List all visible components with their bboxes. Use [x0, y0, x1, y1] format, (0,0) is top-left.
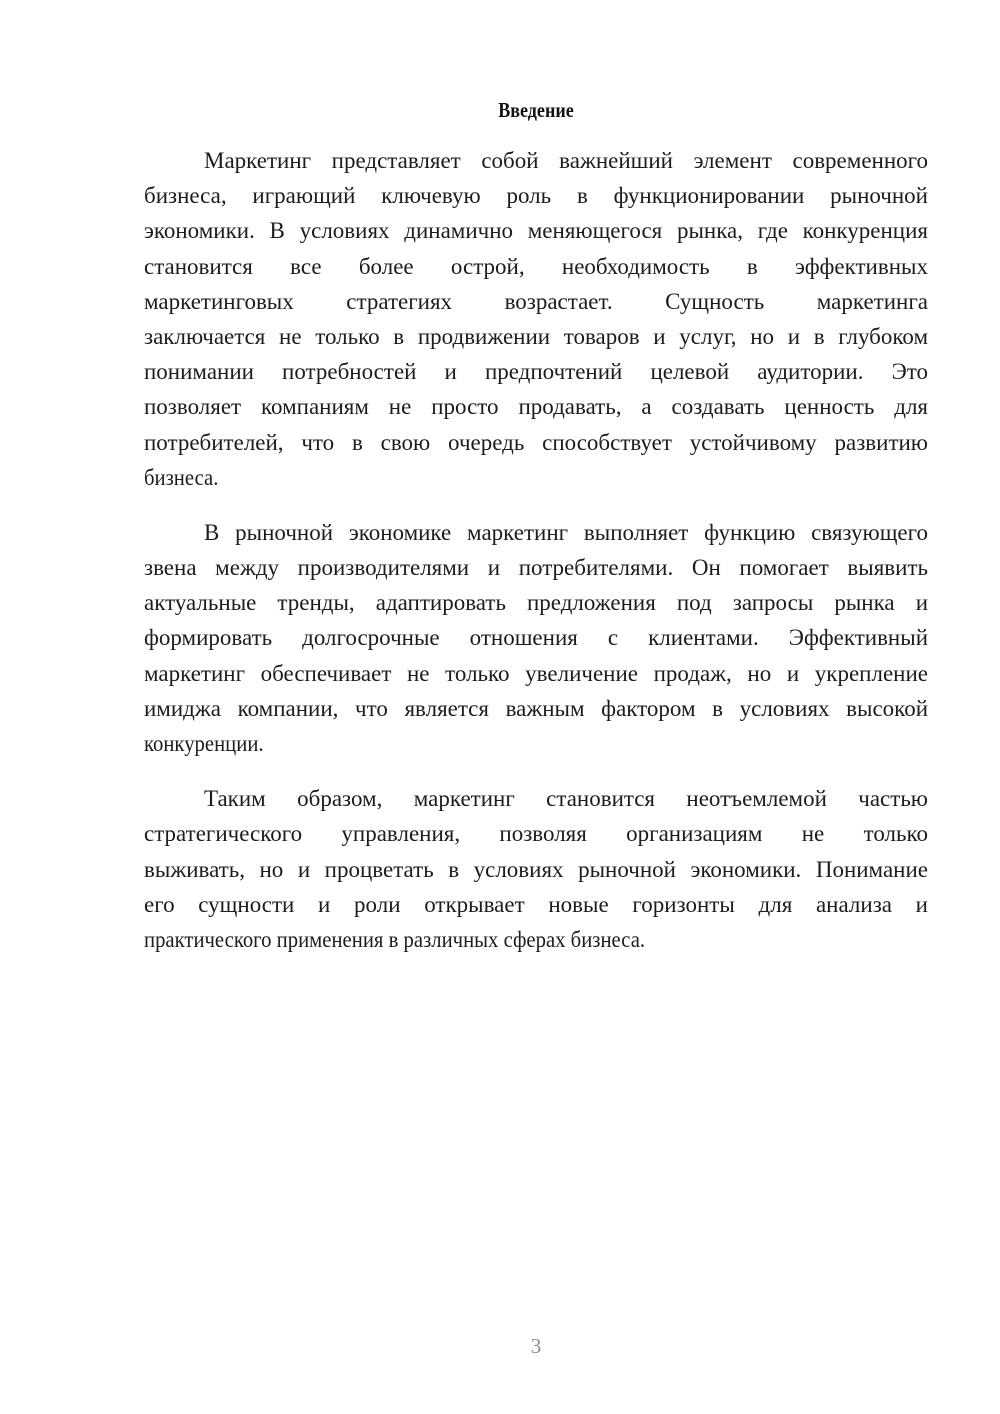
paragraph-line: звена между производителями и потребителями. Он помогает выявить	[144, 555, 928, 581]
paragraph-line: конкуренции.	[144, 731, 264, 756]
paragraph-line: Маркетинг представляет собой важнейший элемент современного	[204, 148, 928, 173]
paragraph-line: практического применения в различных сферах бизнеса.	[144, 926, 646, 952]
section-heading: Введение	[498, 98, 574, 122]
paragraph-line: В рыночной экономике маркетинг выполняет функцию связующего	[204, 519, 928, 545]
paragraph-line: заключается не только в продвижении товаров и услуг, но и в глубоком	[144, 323, 928, 349]
paragraph-line: маркетинг обеспечивает не только увеличение продаж, но и укрепление	[144, 660, 928, 686]
paragraph-line: актуальные тренды, адаптировать предложения под запросы рынка и	[144, 590, 928, 616]
document-body	[144, 143, 928, 957]
paragraph-line: бизнеса.	[144, 464, 219, 490]
paragraph-line: Таким образом, маркетинг становится неотъемлемой частью	[204, 786, 928, 812]
page-number: 3	[530, 1334, 542, 1358]
paragraph-3	[144, 781, 928, 957]
paragraph-line: выживать, но и процветать в условиях рыночной экономики. Понимание	[144, 856, 928, 882]
paragraph-line: стратегического управления, позволяя организациям не только	[144, 821, 928, 847]
paragraph-line: имиджа компании, что является важным фактором в условиях высокой	[144, 695, 928, 721]
paragraph-line: понимании потребностей и предпочтений целевой аудитории. Это	[144, 359, 928, 385]
paragraph-line: потребителей, что в свою очередь способствует устойчивому развитию	[144, 429, 928, 455]
paragraph-2	[144, 515, 928, 761]
paragraph-line: маркетинговых стратегиях возрастает. Сущность маркетинга	[144, 288, 928, 314]
paragraph-line: бизнеса, играющий ключевую роль в функционировании рыночной	[144, 183, 928, 209]
paragraph-line: становится все более острой, необходимость в эффективных	[144, 253, 928, 279]
paragraph-line: экономики. В условиях динамично меняющегося рынка, где конкуренция	[144, 218, 928, 244]
paragraph-1	[144, 143, 928, 495]
paragraph-line: его сущности и роли открывает новые горизонты для анализа и	[144, 891, 928, 917]
paragraph-line: формировать долгосрочные отношения с клиентами. Эффективный	[144, 625, 928, 651]
paragraph-line: позволяет компаниям не просто продавать, а создавать ценность для	[144, 394, 928, 420]
